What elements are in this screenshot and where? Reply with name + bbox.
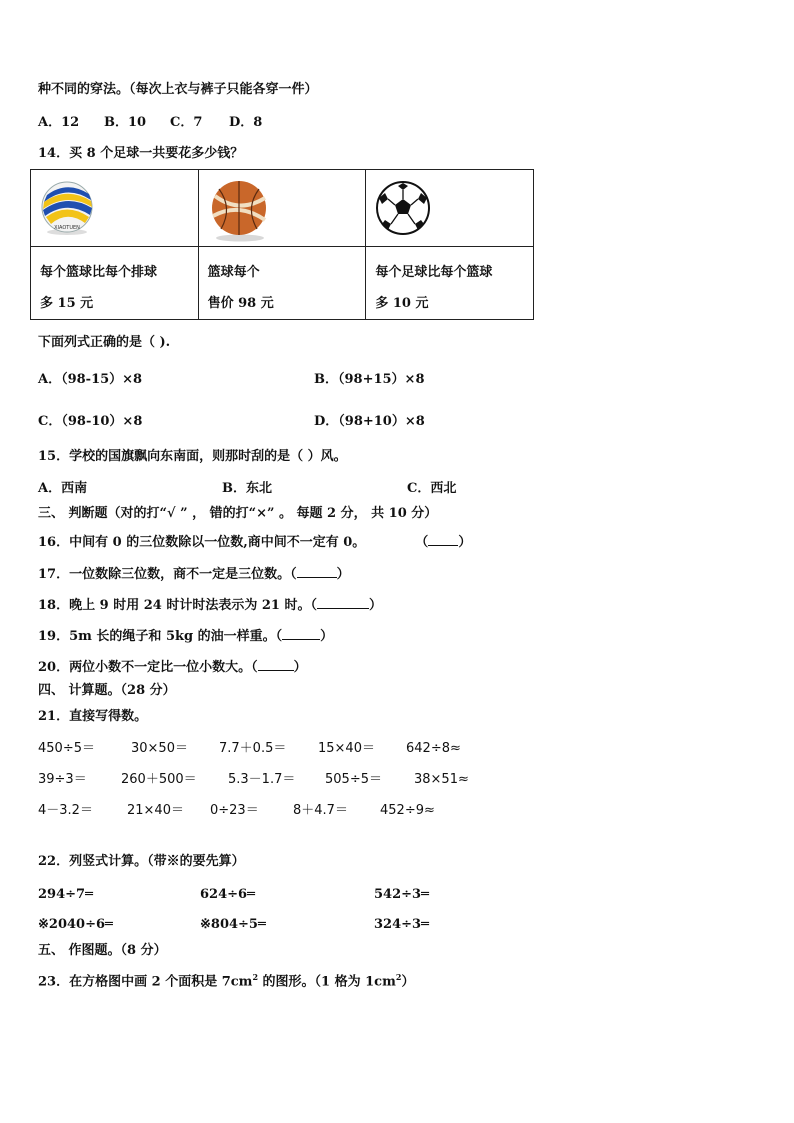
q23-text: 23．在方格图中画 2 个面积是 7cm	[38, 974, 253, 990]
basketball-cell	[198, 170, 366, 247]
q21-item: 260＋500＝	[121, 772, 197, 787]
price-cell-1	[31, 247, 199, 320]
q22-item: 324÷3═	[374, 917, 429, 932]
volleyball-cell	[31, 170, 199, 247]
price-cell-2	[198, 247, 366, 320]
soccer-ball-cell	[366, 170, 534, 247]
q13-option-a: A．12	[38, 115, 80, 130]
answer-blank[interactable]	[317, 594, 369, 609]
q21-item: 39÷3＝	[38, 772, 87, 787]
answer-blank[interactable]	[428, 531, 458, 546]
q15-option-c: C．西北	[407, 481, 457, 496]
volleyball-brand: XIAOTUEN	[54, 225, 80, 231]
price-cell-1-line2: 多 15 元	[40, 296, 94, 311]
q23-superscript-2: 2	[395, 972, 402, 982]
section-3-heading: 三、 判断题（对的打“√ ” ， 错的打“×” 。 每题 2 分， 共 10 分）	[38, 506, 438, 521]
q15-option-a: A．西南	[38, 481, 88, 496]
q23-text-mid: 的图形。（1 格为 1cm	[258, 974, 396, 990]
q20-text: 20．两位小数不一定比一位小数大。（	[38, 660, 258, 675]
q17-close-paren: ）	[336, 567, 350, 582]
answer-blank[interactable]	[282, 625, 320, 640]
q19-text: 19．5m 长的绳子和 5kg 的油一样重。（	[38, 629, 283, 644]
section-5-heading: 五、 作图题。（8 分）	[38, 943, 167, 958]
answer-blank[interactable]	[258, 656, 294, 671]
q21-item: 15×40＝	[318, 741, 375, 756]
price-cell-2-line2: 售价 98 元	[207, 296, 274, 311]
price-cell-3-line2: 多 10 元	[375, 296, 429, 311]
q23-superscript-1: 2	[252, 972, 259, 982]
q15-question: 15．学校的国旗飘向东南面，则那时刮的是（ ）风。	[38, 449, 347, 464]
q23-text-end: ）	[401, 974, 415, 990]
q16-text: 16．中间有 0 的三位数除以一位数,商中间不一定有 0。	[38, 535, 366, 550]
q21-item: 30×50＝	[131, 741, 188, 756]
q13-option-c: C．7	[170, 115, 203, 130]
q14-option-a: A．（98-15）×8	[38, 372, 143, 387]
q22-title: 22．列竖式计算。（带※的要先算）	[38, 854, 245, 869]
q18-text: 18．晚上 9 时用 24 时计时法表示为 21 时。（	[38, 598, 317, 613]
q22-item: ※2040÷6═	[38, 917, 113, 932]
q19-judgment	[38, 625, 333, 646]
q21-item: 642÷8≈	[406, 741, 461, 756]
q13-tail-text: 种不同的穿法。（每次上衣与裤子只能各穿一件）	[38, 82, 318, 97]
q21-item: 4－3.2＝	[38, 803, 93, 818]
q22-item: ※804÷5═	[200, 917, 266, 932]
price-cell-3-line1: 每个足球比每个篮球	[375, 265, 493, 280]
q22-item: 542÷3═	[374, 887, 429, 902]
q21-item: 450÷5＝	[38, 741, 95, 756]
q13-option-d: D．8	[229, 115, 263, 130]
q21-item: 21×40＝	[127, 803, 184, 818]
volleyball-icon	[39, 180, 95, 236]
q14-option-c: C．（98-10）×8	[38, 414, 143, 429]
answer-blank[interactable]	[297, 563, 337, 578]
q14-question: 14．买 8 个足球一共要花多少钱？	[38, 146, 244, 161]
price-cell-1-line1: 每个篮球比每个排球	[40, 265, 158, 280]
q17-judgment	[38, 563, 350, 584]
q15-option-b: B．东北	[222, 481, 272, 496]
price-table	[30, 169, 534, 320]
q20-judgment	[38, 656, 307, 677]
q14-option-d: D．（98+10）×8	[314, 414, 425, 429]
q22-item: 294÷7═	[38, 887, 93, 902]
q16-judgment: 16．中间有 0 的三位数除以一位数,商中间不一定有 0。 （ ）	[38, 531, 471, 552]
q21-item: 0÷23＝	[210, 803, 259, 818]
q21-item: 8＋4.7＝	[293, 803, 348, 818]
q14-prompt: 下面列式正确的是（ ).	[38, 335, 171, 350]
q19-close-paren: ）	[320, 629, 334, 644]
q21-item: 505÷5＝	[325, 772, 382, 787]
price-cell-3	[366, 247, 534, 320]
q17-text: 17．一位数除三位数，商不一定是三位数。（	[38, 567, 297, 582]
q21-item: 452÷9≈	[380, 803, 435, 818]
q23-question	[38, 968, 414, 991]
q22-item: 624÷6═	[200, 887, 255, 902]
q21-item: 5.3－1.7＝	[228, 772, 296, 787]
q18-close-paren: ）	[368, 598, 382, 613]
section-4-heading: 四、 计算题。（28 分）	[38, 683, 176, 698]
q16-close-paren: ）	[458, 535, 472, 550]
q21-item: 38×51≈	[414, 772, 469, 787]
q21-item: 7.7＋0.5＝	[219, 741, 287, 756]
soccer-ball-icon	[374, 180, 432, 236]
q21-title: 21．直接写得数。	[38, 709, 148, 724]
price-cell-2-line1: 篮球每个	[207, 265, 260, 280]
basketball-icon	[207, 180, 273, 242]
q14-option-b: B．（98+15）×8	[314, 372, 425, 387]
q20-close-paren: ）	[293, 660, 307, 675]
q13-option-b: B．10	[104, 115, 147, 130]
q18-judgment	[38, 594, 382, 615]
